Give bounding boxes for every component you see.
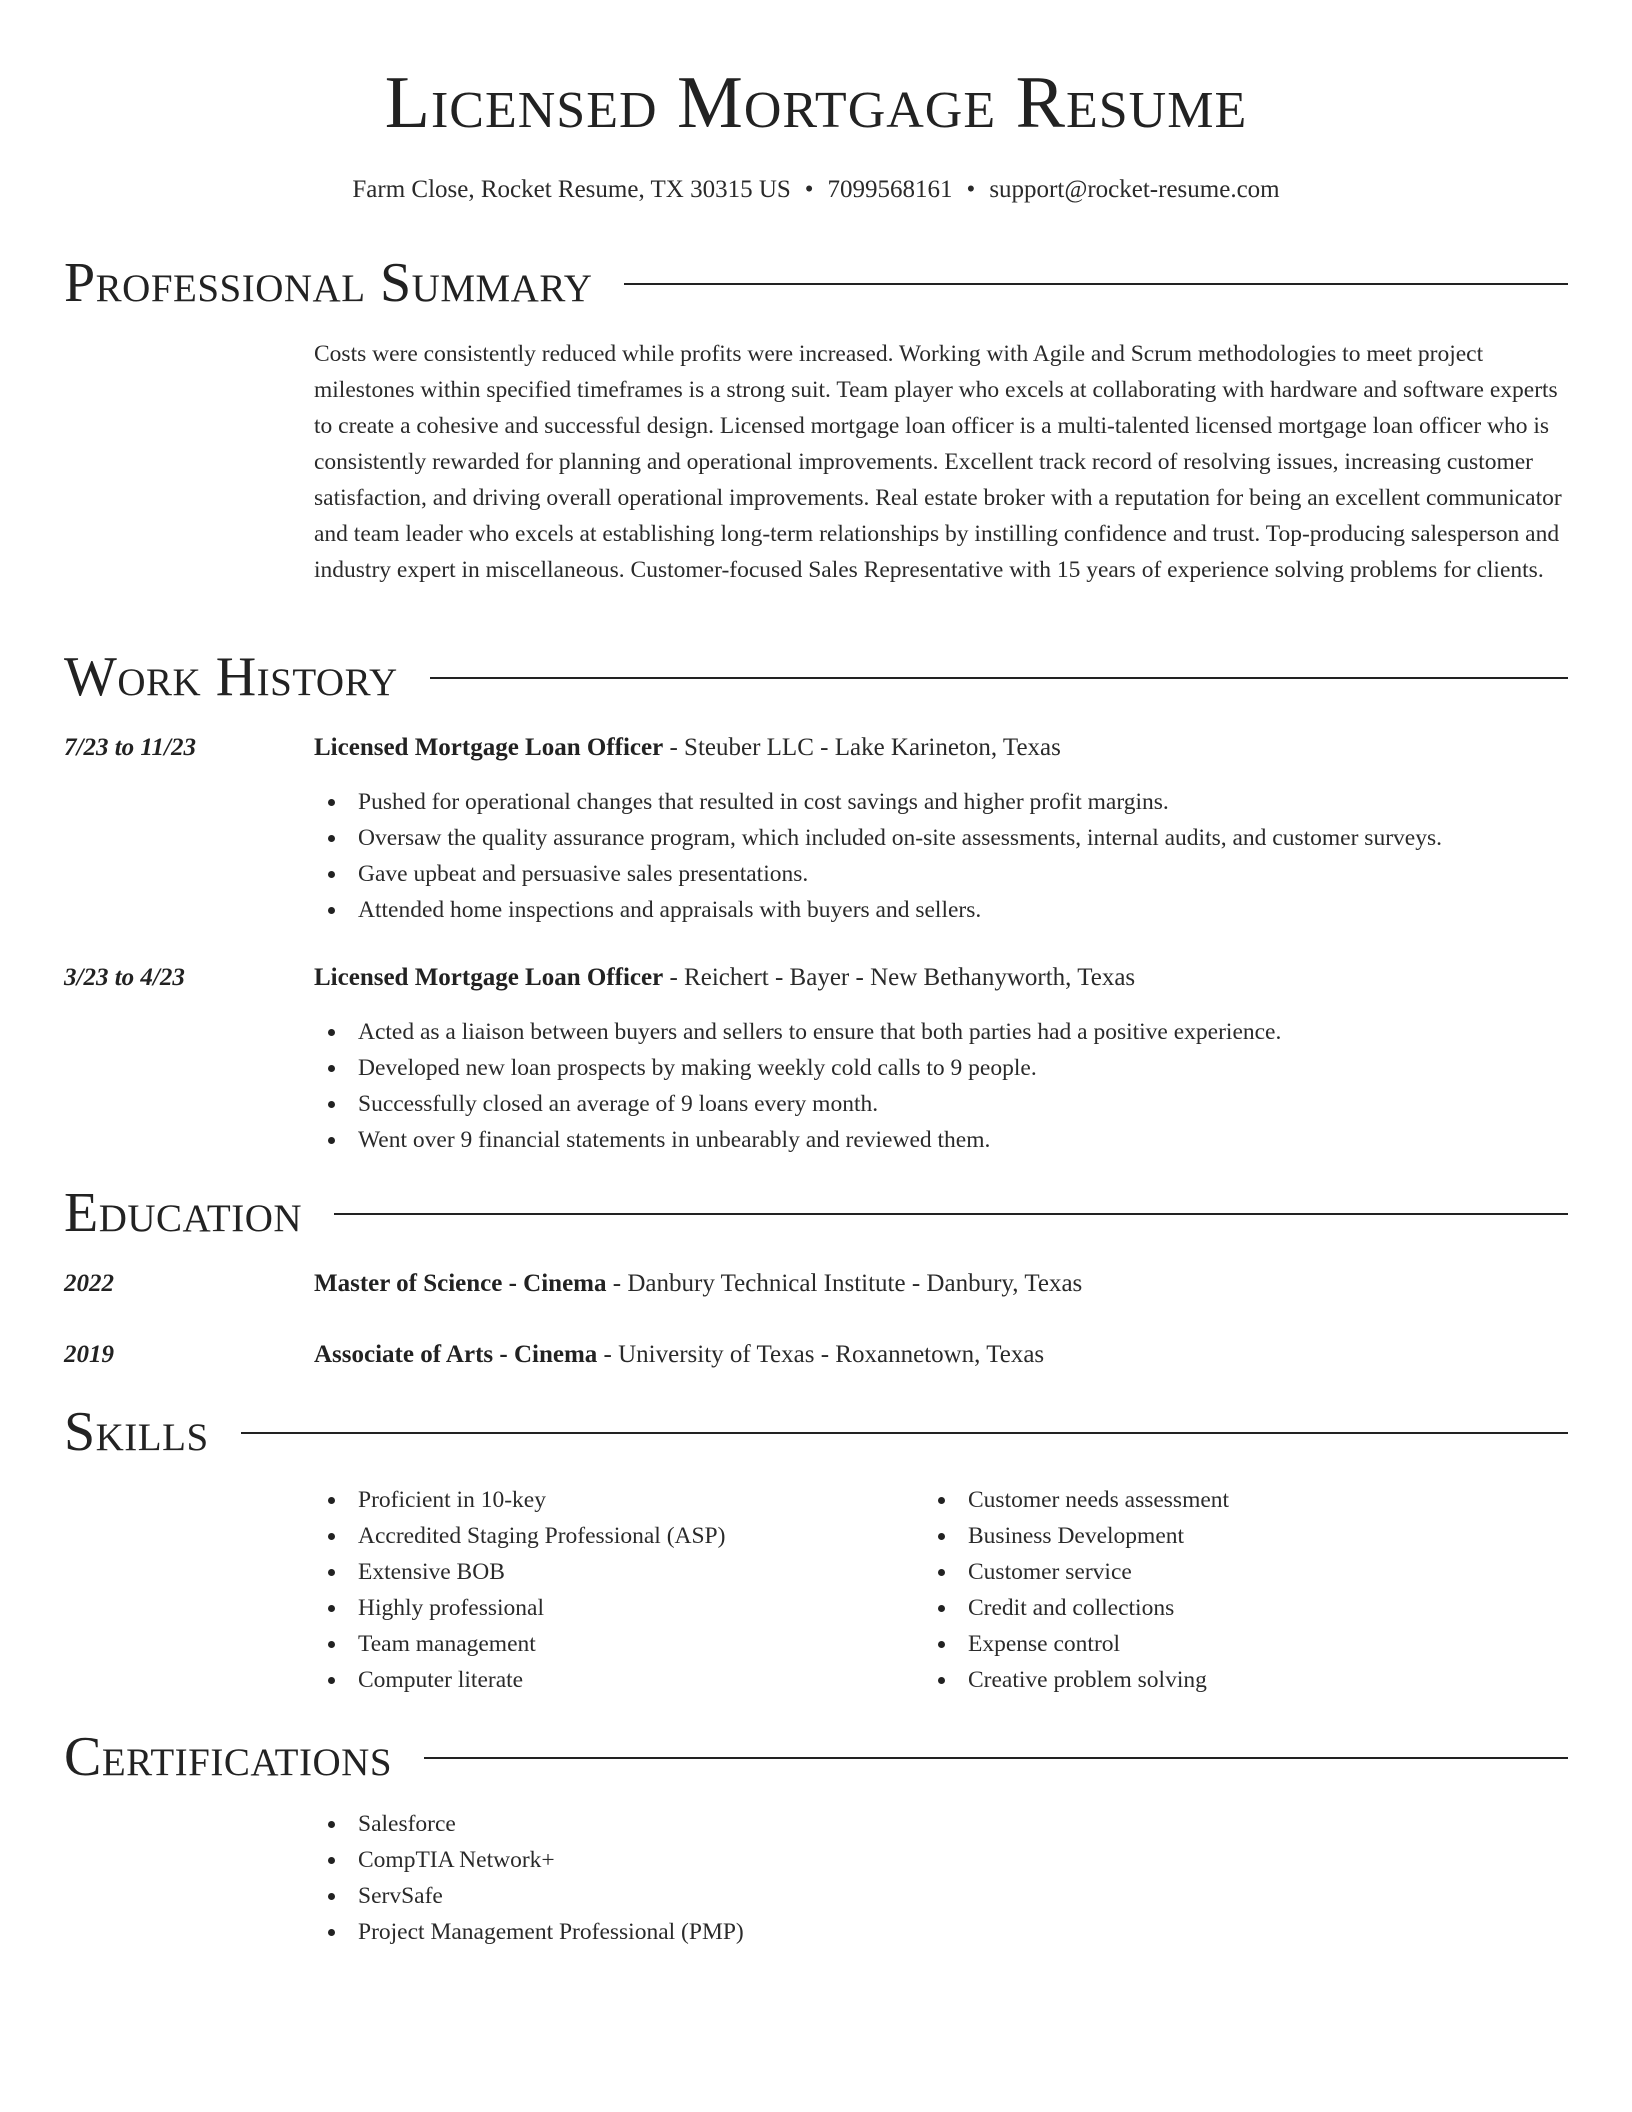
certifications-list [314,1806,744,1950]
education-degree: Associate of Arts - Cinema [314,1341,598,1368]
section-title: Education [64,1182,303,1244]
list-item: Oversaw the quality assurance program, which included on-site assessments, internal audits, and customer surveys. [314,820,1442,856]
section-divider [624,283,1568,285]
summary-text: Costs were consistently reduced while profits were increased. Working with Agile and Scrum methodologies to meet project milestones within specified timeframes is a strong suit. Team player who excels at collaborating with hardware and software experts to create a cohesive and successful design. Licensed mortgage loan officer is a multi-talented licensed mortgage loan officer who is consistently rewarded for planning and operational improvements. Excellent track record of resolving issues, increasing customer satisfaction, and driving overall operational improvements. Real estate broker with a reputation for being an excellent communicator and team leader who excels at establishing long-term relationships by instilling confidence and trust. Top-producing salesperson and industry expert in miscellaneous. Customer-focused Sales Representative with 15 years of experience solving problems for clients. [314,341,1562,583]
contact-phone: 7099568161 [827,176,953,203]
section-divider [430,677,1568,679]
education-year: 2019 [64,1341,114,1368]
contact-separator: • [804,176,814,203]
list-item: Salesforce [314,1806,744,1842]
list-item: Project Management Professional (PMP) [314,1914,744,1950]
list-item: CompTIA Network+ [314,1842,744,1878]
section-title: Certifications [64,1726,393,1788]
list-item: Extensive BOB [314,1554,725,1590]
skills-list-right [924,1482,1229,1698]
resume-name: Licensed Mortgage Resume [384,62,1248,144]
education-degree: Master of Science - Cinema [314,1270,607,1297]
job-title-line [314,960,1568,996]
list-item: Computer literate [314,1662,725,1698]
job-bullets [314,784,1442,928]
list-item: Acted as a liaison between buyers and sellers to ensure that both parties had a positive experience. [314,1014,1281,1050]
list-item: Creative problem solving [924,1662,1229,1698]
section-header-education [64,1178,1568,1248]
section-header-summary [64,248,1568,318]
contact-line [0,174,1632,206]
job-role: Licensed Mortgage Loan Officer [314,964,664,991]
contact-address: Farm Close, Rocket Resume, TX 30315 US [352,176,791,203]
list-item: Attended home inspections and appraisals with buyers and sellers. [314,892,1442,928]
list-item: Proficient in 10-key [314,1482,725,1518]
list-item: Accredited Staging Professional (ASP) [314,1518,725,1554]
list-item: Went over 9 financial statements in unbearably and reviewed them. [314,1122,1281,1158]
section-title: Skills [64,1401,209,1463]
section-header-certifications [64,1722,1568,1792]
education-line [314,1337,1568,1373]
job-dates: 3/23 to 4/23 [64,964,185,991]
section-divider [241,1432,1568,1434]
section-divider [424,1757,1568,1759]
job-company: - Reichert - Bayer - New Bethanyworth, Texas [663,964,1136,991]
list-item: Customer service [924,1554,1229,1590]
section-title: Work History [64,646,398,708]
list-item: Business Development [924,1518,1229,1554]
education-line [314,1266,1568,1302]
contact-separator: • [966,176,976,203]
section-header-skills [64,1397,1568,1467]
job-role: Licensed Mortgage Loan Officer [314,734,664,761]
education-school: - University of Texas - Roxannetown, Texas [597,1341,1045,1368]
list-item: Customer needs assessment [924,1482,1229,1518]
contact-email[interactable]: support@rocket-resume.com [989,176,1280,203]
education-school: - Danbury Technical Institute - Danbury, Texas [606,1270,1083,1297]
list-item: ServSafe [314,1878,744,1914]
section-header-work-history [64,642,1568,712]
list-item: Highly professional [314,1590,725,1626]
job-dates: 7/23 to 11/23 [64,734,196,761]
section-divider [334,1213,1568,1215]
list-item: Team management [314,1626,725,1662]
job-bullets [314,1014,1281,1158]
education-year: 2022 [64,1270,114,1297]
list-item: Expense control [924,1626,1229,1662]
list-item: Successfully closed an average of 9 loans every month. [314,1086,1281,1122]
skills-list-left [314,1482,725,1698]
list-item: Credit and collections [924,1590,1229,1626]
job-company: - Steuber LLC - Lake Karineton, Texas [663,734,1061,761]
job-title-line [314,730,1568,766]
list-item: Gave upbeat and persuasive sales presentations. [314,856,1442,892]
section-title: Professional Summary [64,252,593,314]
list-item: Pushed for operational changes that resulted in cost savings and higher profit margins. [314,784,1442,820]
list-item: Developed new loan prospects by making weekly cold calls to 9 people. [314,1050,1281,1086]
